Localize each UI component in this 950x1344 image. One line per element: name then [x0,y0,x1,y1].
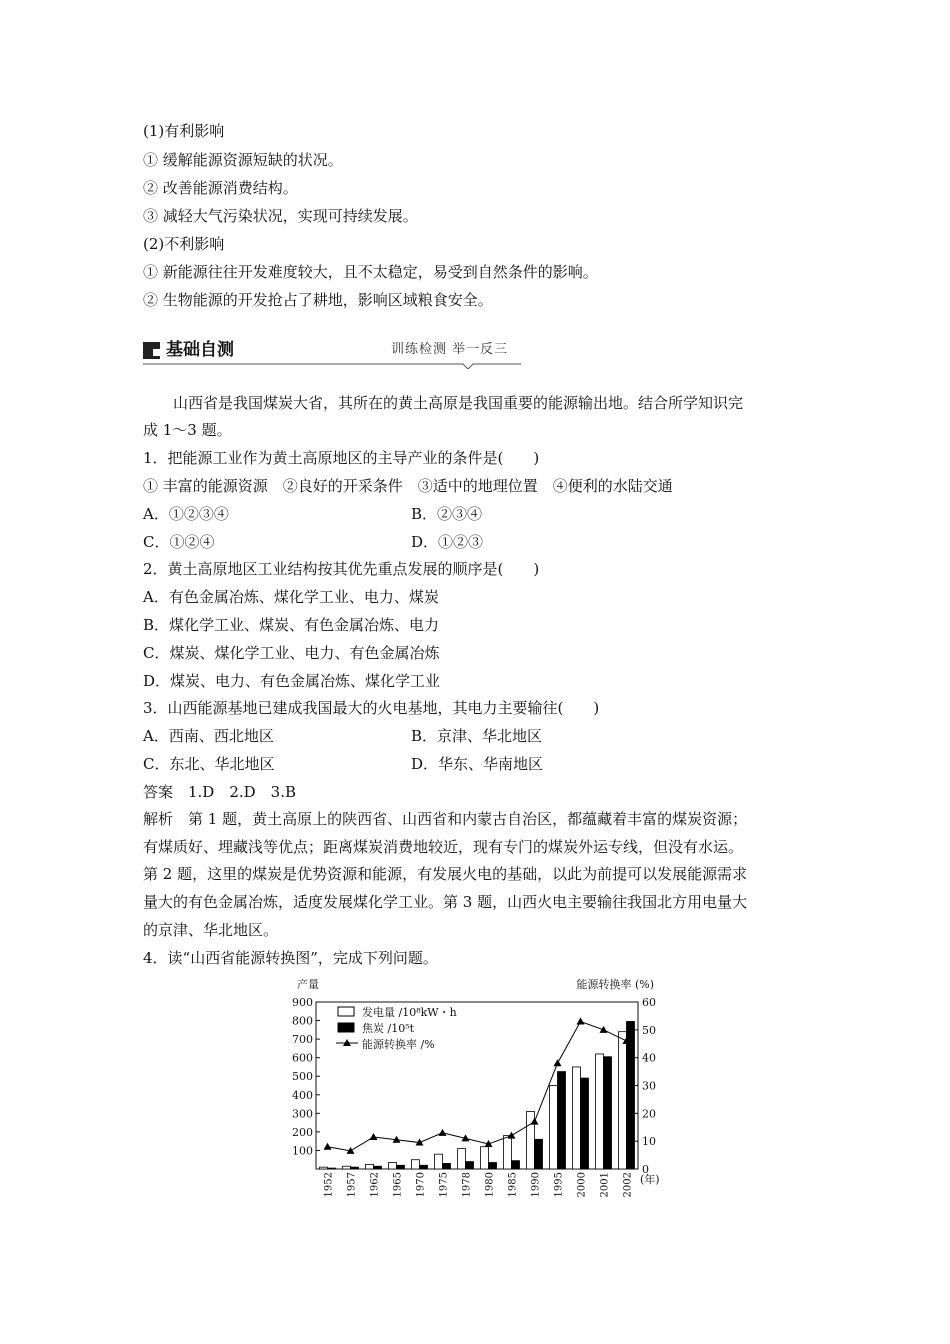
question-2-stem: 2．黄土高原地区工业结构按其优先重点发展的顺序是( ) [143,560,540,578]
section-header [143,339,521,369]
x-tick-label: 1965 [392,1172,404,1198]
section-subtitle: 训练检测 举一反三 [391,342,509,357]
y-left-tick-label: 900 [292,996,313,1009]
bar-power-generation [596,1054,604,1169]
point-conversion-rate [324,1143,332,1150]
x-tick-label: 2002 [622,1172,634,1198]
y-left-tick-label: 100 [292,1144,313,1158]
y-left-tick-label: 600 [292,1051,313,1065]
bar-power-generation [366,1164,374,1169]
x-tick-label: 2001 [599,1172,611,1198]
intro-point: ① 缓解能源资源短缺的状况。 [143,151,343,169]
bar-coke [512,1161,520,1169]
intro-point: ② 生物能源的开发抢占了耕地，影响区域粮食安全。 [143,291,493,309]
x-tick-label: 1970 [415,1172,427,1198]
legend-label-power: 发电量 /10⁸kW・h [362,1006,457,1019]
question-1-option-b: B．②③④ [411,505,483,523]
x-tick-label: 1985 [507,1172,519,1198]
x-tick-label: 1975 [438,1172,450,1198]
question-2-option-b: B．煤化学工业、煤炭、有色金属冶炼、电力 [143,616,440,634]
bar-power-generation [412,1160,420,1169]
question-1-option-c: C．①②④ [143,533,215,551]
bar-power-generation [481,1147,489,1169]
analysis-text: 第 2 题，这里的煤炭是优势资源和能源，有发展火电的基础，以此为前提可以发展能源需求 [143,865,748,883]
bar-power-generation [435,1154,443,1169]
analysis-text: 的京津、华北地区。 [143,921,279,939]
bar-coke [328,1168,336,1169]
point-conversion-rate [577,1017,585,1024]
question-3-option-c: C．东北、华北地区 [143,755,275,773]
y-axis-right-label: 能源转换率 (%) [576,978,654,991]
bar-coke [535,1139,543,1169]
bar-power-generation [619,1032,627,1169]
y-right-tick-label: 40 [642,1051,656,1065]
y-left-tick-label: 300 [292,1107,313,1121]
x-tick-label: 1980 [484,1172,496,1198]
y-right-tick-label: 20 [642,1107,656,1121]
x-tick-label: 1962 [369,1172,381,1198]
y-right-tick-label: 60 [642,996,656,1009]
question-2-option-c: C．煤炭、煤化学工业、电力、有色金属冶炼 [143,644,440,662]
question-2-option-a: A．有色金属冶炼、煤化学工业、电力、煤炭 [143,588,439,606]
bar-coke [581,1078,589,1169]
x-tick-label: 1952 [323,1172,335,1198]
bar-power-generation [550,1086,558,1170]
x-tick-label: 1957 [346,1172,358,1198]
intro-heading-unfavorable: (2)不利影响 [143,235,225,253]
point-conversion-rate [554,1059,562,1066]
bar-coke [489,1163,497,1169]
x-tick-label: 1978 [461,1172,473,1198]
y-left-tick-label: 200 [292,1125,313,1139]
section-title: 基础自测 [166,340,234,360]
energy-conversion-chart [280,975,680,1205]
x-axis-unit: (年) [640,1173,660,1186]
bar-coke [466,1162,474,1169]
y-left-tick-label: 800 [292,1014,313,1028]
question-1-option-d: D．①②③ [411,533,484,551]
question-3-option-b: B．京津、华北地区 [411,727,543,745]
bar-coke [420,1165,428,1169]
analysis-text: 解析 第 1 题，黄土高原上的陕西省、山西省和内蒙古自治区，都蕴藏着丰富的煤炭资源； [143,810,748,828]
intro-heading-favorable: (1)有利影响 [143,122,225,140]
question-1-items: ① 丰富的能源资源 ②良好的开采条件 ③适中的地理位置 ④便利的水陆交通 [143,477,673,495]
point-conversion-rate [439,1129,447,1136]
bar-coke [351,1167,359,1169]
y-left-tick-label: 500 [292,1070,313,1084]
y-left-tick-label: 400 [292,1088,313,1102]
legend-label-coke: 焦炭 /10⁵t [362,1022,415,1035]
bar-coke [558,1072,566,1169]
y-right-tick-label: 0 [642,1163,649,1176]
question-2-option-d: D．煤炭、电力、有色金属冶炼、煤化学工业 [143,672,441,690]
bar-coke [374,1166,382,1169]
question-4-stem: 4．读“山西省能源转换图”，完成下列问题。 [143,949,438,967]
passage-text: 成 1～3 题。 [143,421,232,439]
legend-swatch-coke [338,1023,354,1032]
legend-swatch-power [338,1007,354,1016]
y-right-tick-label: 50 [642,1023,656,1037]
bar-power-generation [389,1163,397,1169]
point-conversion-rate [370,1133,378,1140]
bar-power-generation [343,1166,351,1169]
question-3-option-d: D．华东、华南地区 [411,755,544,773]
question-3-option-a: A．西南、西北地区 [143,727,274,745]
bar-coke [443,1163,451,1169]
y-right-tick-label: 10 [642,1135,656,1149]
section-square-notch [153,349,160,356]
analysis-text: 有煤质好、埋藏浅等优点；距离煤炭消费地较近，现有专门的煤炭外运专线，但没有水运。 [143,838,744,856]
intro-point: ③ 减轻大气污染状况，实现可持续发展。 [143,207,418,225]
bar-coke [397,1165,405,1169]
y-axis-left-label: 产量 [297,978,319,991]
x-tick-label: 1995 [553,1172,565,1198]
passage-text: 山西省是我国煤炭大省，其所在的黄土高原是我国重要的能源输出地。结合所学知识完 [173,394,744,412]
bar-power-generation [504,1136,512,1169]
y-right-tick-label: 30 [642,1079,656,1093]
question-1-stem: 1．把能源工业作为黄土高原地区的主导产业的条件是( ) [143,449,540,467]
y-left-tick-label: 700 [292,1033,313,1047]
bar-coke [604,1057,612,1169]
bar-power-generation [573,1067,581,1169]
point-conversion-rate [508,1132,516,1139]
x-tick-label: 1990 [530,1172,542,1198]
intro-point: ② 改善能源消费结构。 [143,179,298,197]
analysis-text: 量大的有色金属冶炼，适度发展煤化学工业。第 3 题，山西火电主要输往我国北方用电量大 [143,893,748,911]
x-tick-label: 2000 [576,1172,588,1198]
bar-power-generation [458,1149,466,1169]
legend-label-rate: 能源转换率 /% [362,1038,435,1051]
answer-line: 答案 1.D 2.D 3.B [143,783,297,801]
bar-power-generation [320,1167,328,1169]
question-1-option-a: A．①②③④ [143,505,229,523]
question-3-stem: 3．山西能源基地已建成我国最大的火电基地，其电力主要输往( ) [143,699,600,717]
intro-point: ① 新能源往往开发难度较大，且不太稳定，易受到自然条件的影响。 [143,263,598,281]
